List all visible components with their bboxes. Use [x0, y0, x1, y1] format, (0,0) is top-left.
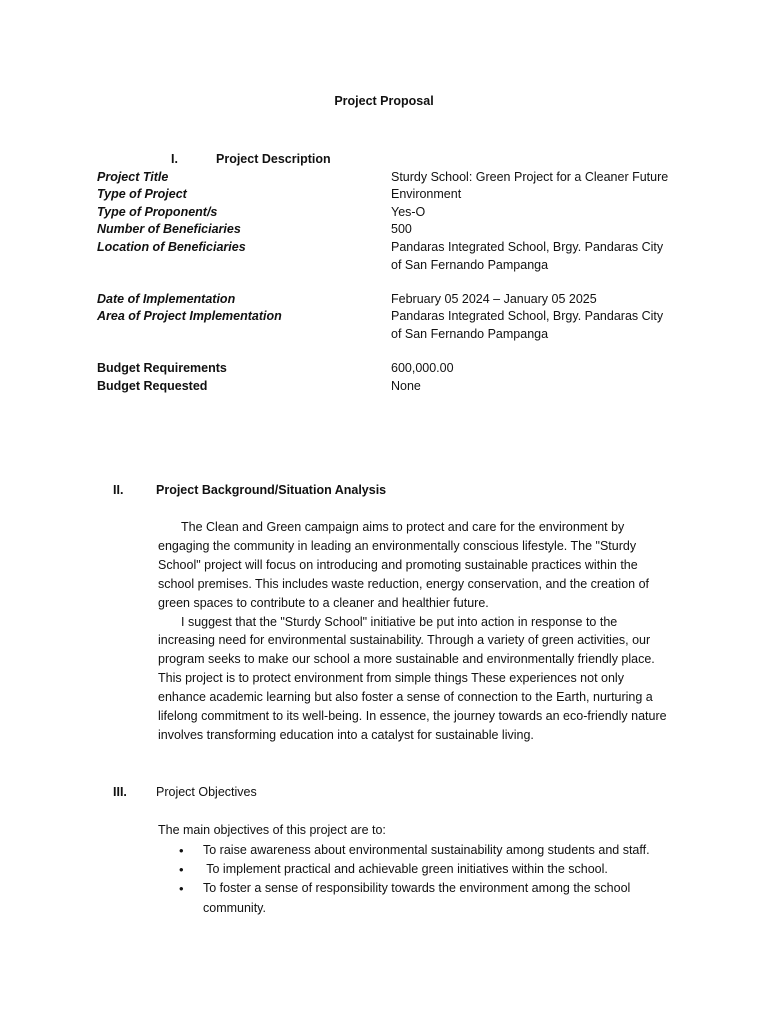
field-label-project-title: Project Title [97, 170, 169, 184]
list-item [158, 841, 678, 860]
field-label-date-of-implementation: Date of Implementation [97, 292, 236, 306]
section-2-numeral: II. [113, 483, 124, 497]
list-item [158, 860, 678, 879]
section-2-heading: Project Background/Situation Analysis [156, 483, 387, 497]
section-3-heading: Project Objectives [156, 785, 257, 799]
field-label-type-of-project: Type of Project [97, 187, 187, 201]
objectives-intro: The main objectives of this project are to: [158, 823, 386, 837]
field-value-number-of-beneficiaries: 500 [391, 222, 412, 236]
field-value-project-title: Sturdy School: Green Project for a Cleaner Future [391, 170, 669, 184]
section-2-body [158, 518, 668, 745]
section-1-heading: Project Description [216, 152, 331, 166]
field-value-type-of-proponent: Yes-O [391, 205, 426, 219]
background-paragraph-1: The Clean and Green campaign aims to protect and care for the environment by engaging the community in leading an environmentally conscious lifestyle. The "Sturdy School" project will focus on introducing and promoting sustainable practices within the school premises. This includes waste reduction, energy conservation, and the creation of green spaces to contribute to a cleaner and healthier future. [158, 520, 650, 610]
objectives-list [158, 841, 678, 918]
bullet-icon: • [179, 843, 184, 858]
field-label-budget-requested: Budget Requested [97, 379, 208, 393]
document-title: Project Proposal [334, 94, 434, 108]
background-paragraph-2: I suggest that the "Sturdy School" initiative be put into action in response to the increasing need for environmental sustainability. Through a variety of green activities, our program seeks to make our school a more sustainable and environmentally friendly place. This project is to protect environment from simple things These experiences not only enhance academic learning but also foster a sense of connection to the Earth, nurturing a lifelong commitment to its well-being. In essence, the journey towards an eco-friendly nature involves transforming education into a catalyst for sustainable living. [158, 614, 667, 742]
field-label-budget-requirements: Budget Requirements [97, 361, 227, 375]
section-1-numeral: I. [171, 152, 178, 166]
field-value-location-of-beneficiaries-line2: of San Fernando Pampanga [391, 258, 549, 272]
field-label-area-of-implementation: Area of Project Implementation [97, 309, 282, 323]
field-label-number-of-beneficiaries: Number of Beneficiaries [97, 222, 241, 236]
field-label-location-of-beneficiaries: Location of Beneficiaries [97, 240, 246, 254]
objective-text: To foster a sense of responsibility towards the environment among the school community. [203, 881, 631, 915]
field-value-area-of-implementation-line2: of San Fernando Pampanga [391, 327, 549, 341]
field-value-date-of-implementation: February 05 2024 – January 05 2025 [391, 292, 597, 306]
field-value-location-of-beneficiaries: Pandaras Integrated School, Brgy. Pandaras City [391, 240, 664, 254]
bullet-icon: • [179, 862, 184, 878]
field-value-budget-requirements: 600,000.00 [391, 361, 454, 375]
field-value-type-of-project: Environment [391, 187, 462, 201]
field-label-type-of-proponent: Type of Proponent/s [97, 205, 218, 219]
objective-text: To raise awareness about environmental sustainability among students and staff. [203, 843, 650, 857]
objective-text: To implement practical and achievable green initiatives within the school. [203, 862, 608, 877]
bullet-icon: • [179, 881, 184, 897]
field-value-budget-requested: None [391, 379, 421, 393]
section-3-numeral: III. [113, 785, 127, 799]
list-item [158, 879, 678, 917]
field-value-area-of-implementation: Pandaras Integrated School, Brgy. Pandaras City [391, 309, 664, 323]
